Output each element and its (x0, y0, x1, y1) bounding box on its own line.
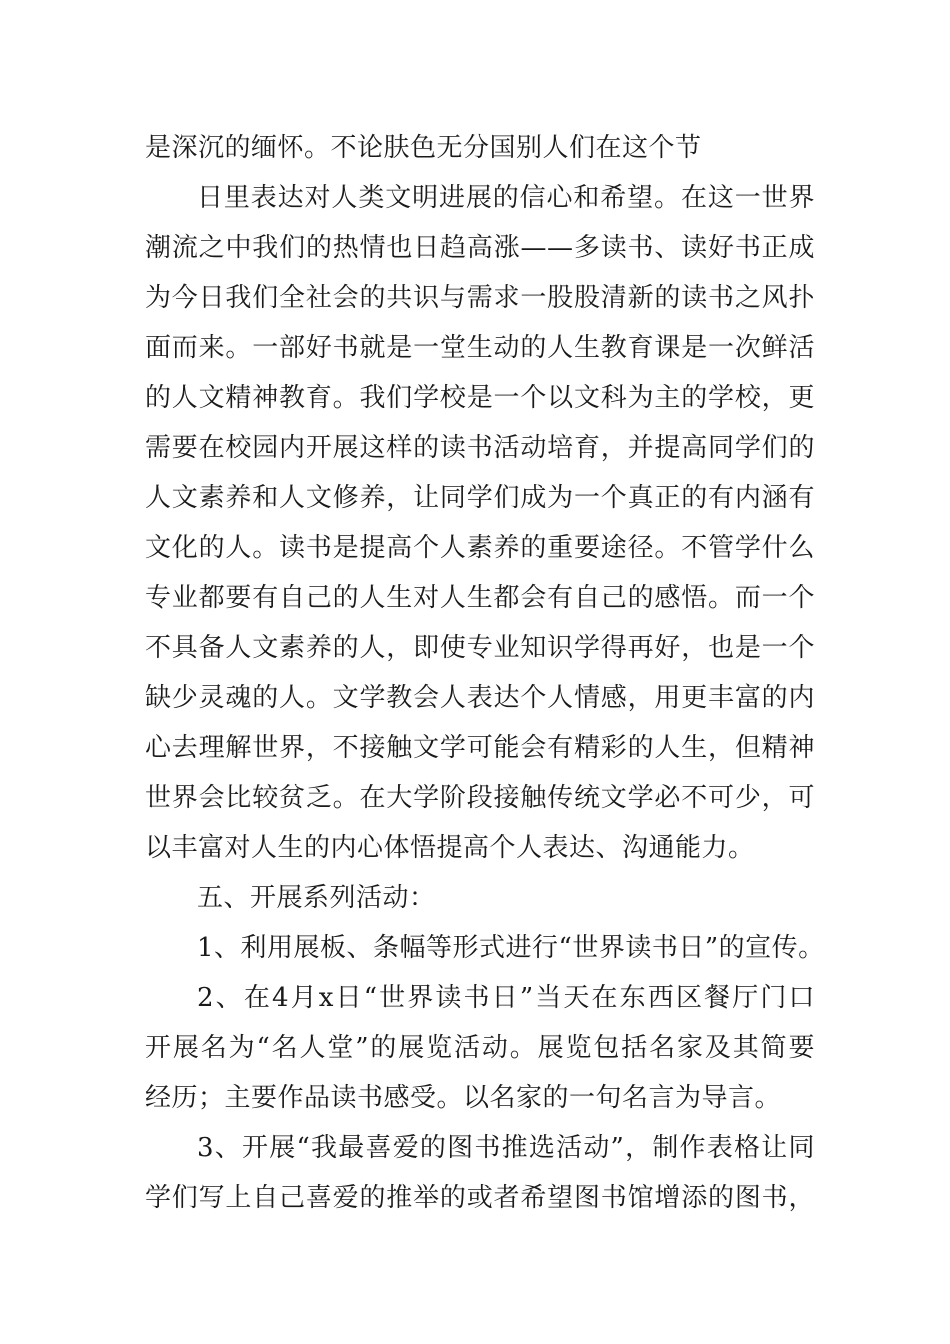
text-line: 经历；主要作品读书感受。以名家的一句名言为导言。 (145, 1083, 782, 1113)
text-line: 为今日我们全社会的共识与需求一股股清新的读书之风扑 (145, 283, 815, 313)
text-line: 的人文精神教育。我们学校是一个以文科为主的学校，更 (145, 383, 815, 413)
text-line: 专业都要有自己的人生对人生都会有自己的感悟。而一个 (145, 583, 815, 613)
text-line: 世界会比较贫乏。在大学阶段接触传统文学必不可少，可 (145, 783, 815, 813)
text-line: 3、开展“我最喜爱的图书推选活动”，制作表格让同 (197, 1133, 815, 1163)
text-line: 缺少灵魂的人。文学教会人表达个人情感，用更丰富的内 (145, 683, 815, 713)
text-line: 学们写上自己喜爱的推举的或者希望图书馆增添的图书， (145, 1183, 815, 1213)
text-line: 2、在4月x日“世界读书日”当天在东西区餐厅门口 (197, 983, 815, 1013)
text-line: 人文素养和人文修养，让同学们成为一个真正的有内涵有 (145, 483, 815, 513)
section-heading: 五、开展系列活动： (197, 883, 436, 913)
text-line: 不具备人文素养的人，即使专业知识学得再好，也是一个 (145, 633, 815, 663)
text-line: 需要在校园内开展这样的读书活动培育，并提高同学们的 (145, 433, 815, 463)
text-line: 是深沉的缅怀。不论肤色无分国别人们在这个节 (145, 133, 702, 163)
text-line: 潮流之中我们的热情也日趋高涨——多读书、读好书正成 (145, 233, 815, 263)
text-line: 文化的人。读书是提高个人素养的重要途径。不管学什么 (145, 533, 815, 563)
text-line: 面而来。一部好书就是一堂生动的人生教育课是一次鲜活 (145, 333, 815, 363)
text-line: 日里表达对人类文明进展的信心和希望。在这一世界 (197, 183, 815, 213)
text-line: 以丰富对人生的内心体悟提高个人表达、沟通能力。 (145, 833, 755, 863)
text-line: 开展名为“名人堂”的展览活动。展览包括名家及其简要 (145, 1033, 815, 1063)
text-line: 1、利用展板、条幅等形式进行“世界读书日”的宣传。 (197, 933, 825, 963)
text-line: 心去理解世界，不接触文学可能会有精彩的人生，但精神 (145, 733, 815, 763)
